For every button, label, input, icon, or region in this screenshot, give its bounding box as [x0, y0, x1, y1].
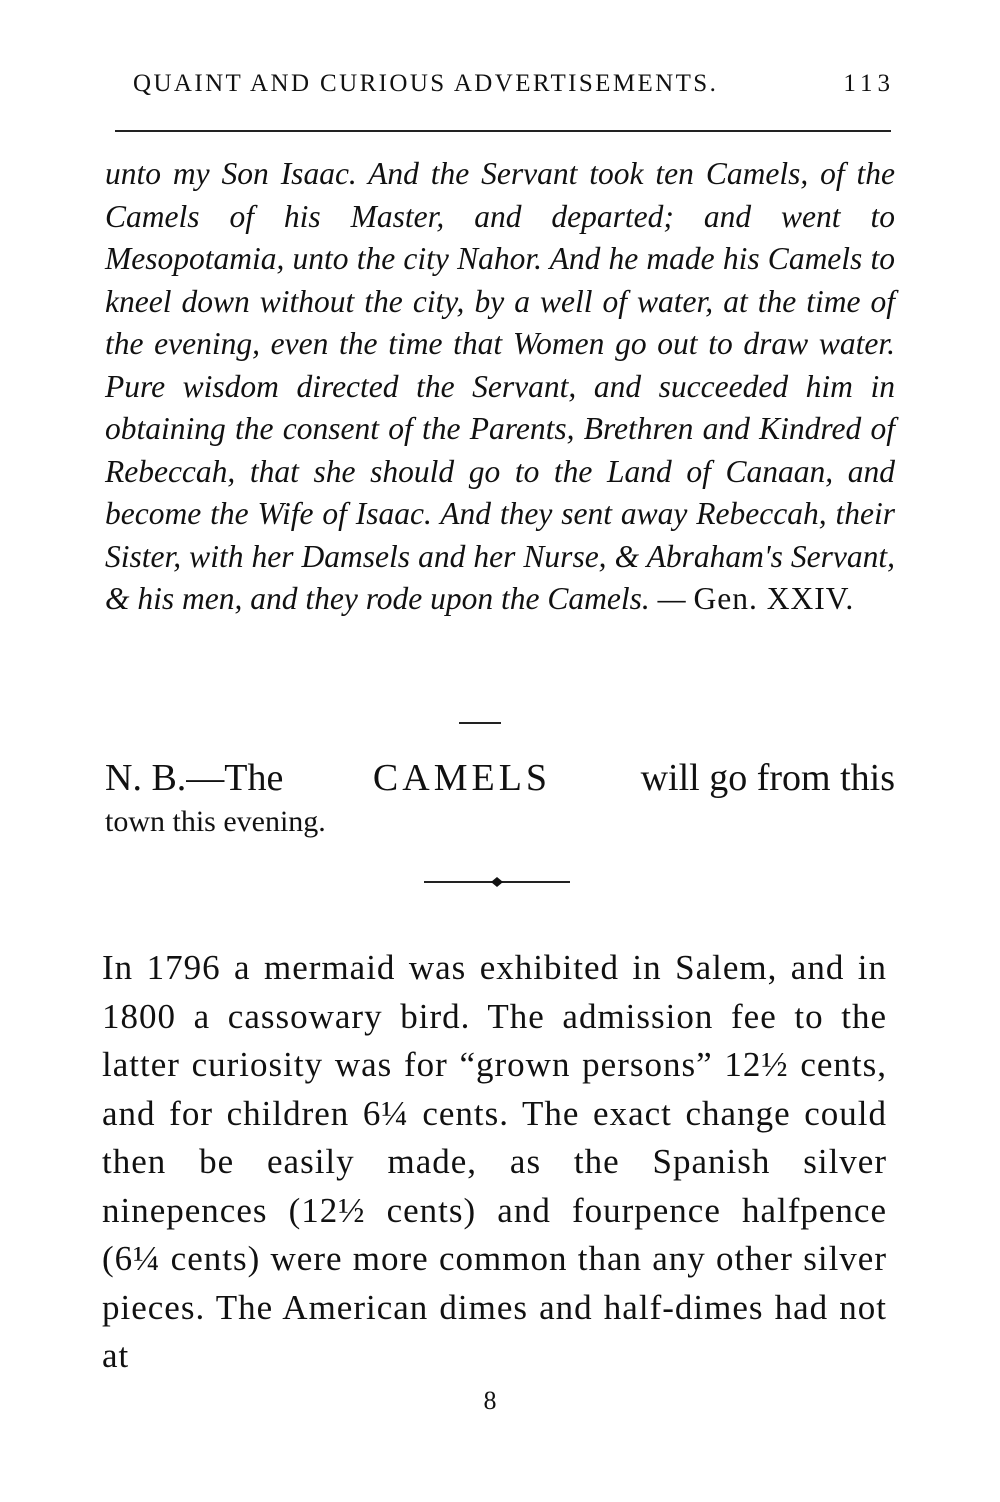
nb-prefix: N. B.—The [105, 757, 284, 799]
nb-line2: town this evening. [105, 805, 326, 838]
nota-bene [105, 754, 895, 840]
running-title: QUAINT AND CURIOUS ADVERTISEMENTS. [133, 70, 719, 97]
body-paragraph: In 1796 a mermaid was exhibited in Salem, and in 1800 a cassowary bird. The admission fee to the latter curiosity was for “grown persons” 12½ cents, and for children 6¼ cents. The exact change could then be easily made, as the Spanish silver ninepences (12½ cents) and fourpence halfpence (6¼ cents) were more common than any other silver pieces. The American dimes and half-dimes had not at [102, 948, 887, 1375]
page-number: 113 [843, 70, 895, 97]
nb-emphasis: CAMELS [372, 757, 552, 799]
header-rule [115, 130, 891, 132]
citation: Gen. XXIV. [693, 581, 855, 616]
scripture-quotation [105, 153, 895, 621]
signature-mark: 8 [483, 1386, 497, 1415]
quotation-text: unto my Son Isaac. And the Servant took ten Camels, of the Camels of his Master, and departed; and went to Mesopotamia, unto the city Nahor. And he made his Camels to kneel down without the city, by a well of water, at the time of the evening, even the time that Women go out to draw water. Pure wisdom directed the Servant, and succeeded him in obtaining the consent of the Parents, Brethren and Kindred of Rebeccah, that she should go to the Land of Canaan, and become the Wife of Isaac. And they sent away Rebeccah, their Sister, with her Damsels and her Nurse, & Abraham's Servant, & his men, and they rode upon the Camels. — [105, 156, 895, 616]
section-rule [459, 722, 501, 724]
nb-line1-rest: will go from this [640, 757, 895, 799]
running-header [105, 70, 895, 110]
ornament-divider [424, 874, 570, 890]
